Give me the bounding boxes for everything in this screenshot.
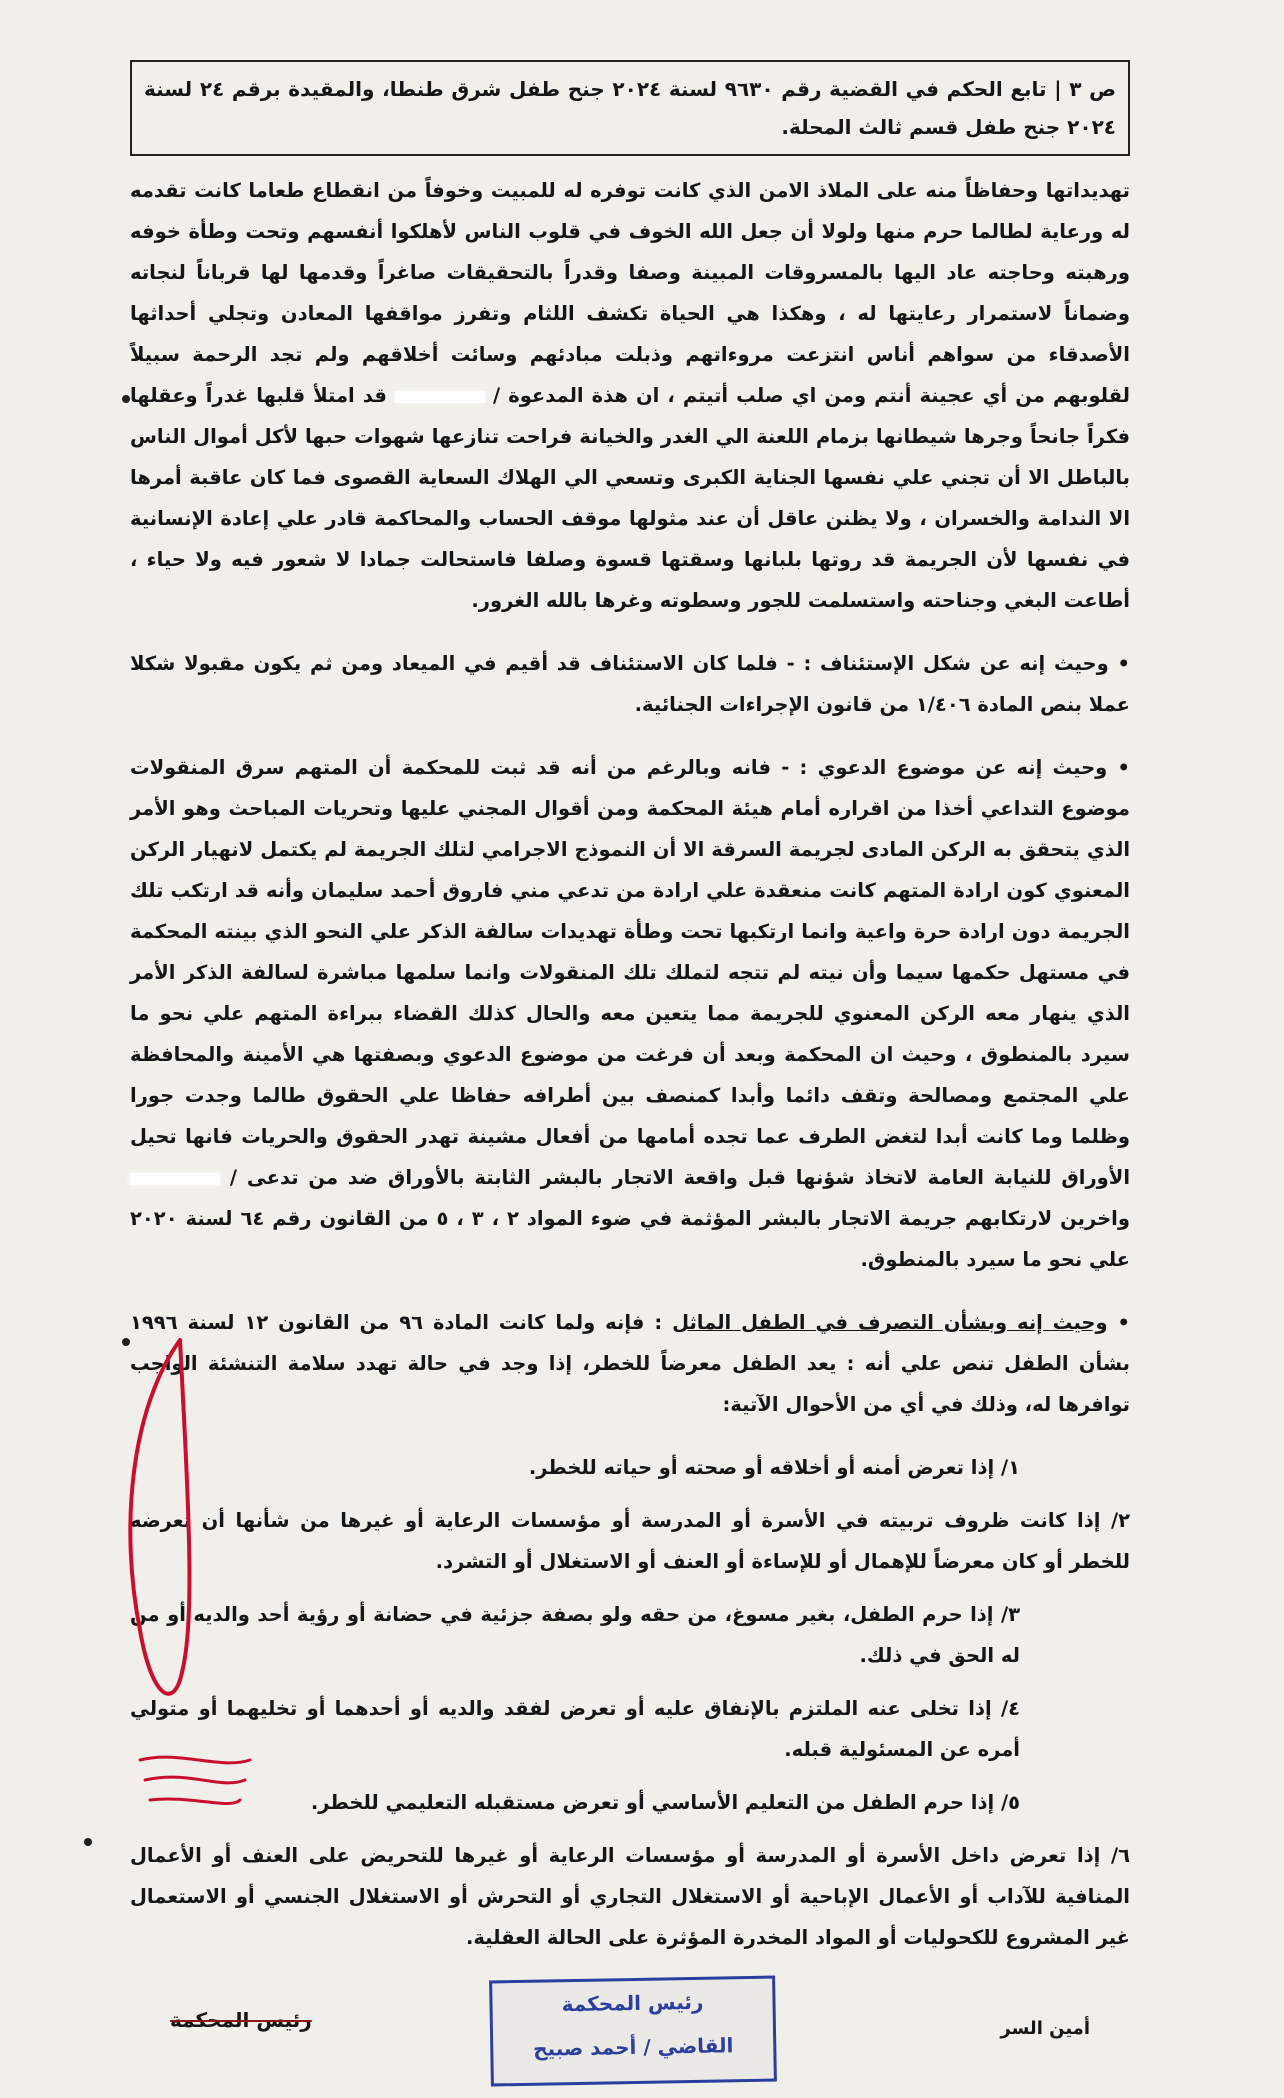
child-disposition-paragraph xyxy=(130,1302,1130,1425)
stamp-judge-name: القاضي / أحمد صبيح xyxy=(532,2033,734,2061)
list-item: ٢/ إذا كانت ظروف تربيته في الأسرة أو المدرسة أو مؤسسات الرعاية أو غيرها من شأنها أن تعرضه للخطر أو كان معرضاً للإهمال أو للإساءة أو العنف أو الاستغلال أو التشرد. xyxy=(130,1509,1130,1573)
list-item: ٣/ إذا حرم الطفل، بغير مسوغ، من حقه ولو بصفة جزئية في حضانة أو رؤية أحد والديه أو من له الحق في ذلك. xyxy=(130,1603,1020,1667)
child-disposition-heading: وحيث إنه وبشأن التصرف في الطفل الماثل xyxy=(672,1311,1108,1334)
margin-dot xyxy=(122,395,130,403)
merits-part-1: وحيث إنه عن موضوع الدعوي : - فانه وبالرغم من أنه قد ثبت للمحكمة أن المتهم سرق المنقولات موضوع التداعي أخذا من اقراره أمام هيئة المحكمة ومن أقوال المجني عليها وتحريات المباحث وهو الأمر الذي يتحقق به الركن المادى لجريمة السرقة الا أن النموذج الاجرامي لتلك الجريمة لم يكتمل لانهيار الركن المعنوي كون ارادة المتهم كانت منعقدة علي ارادة من تدعي مني فاروق أحمد سليمان وأنه قد ارتكب تلك الجريمة دون ارادة حرة واعية وانما ارتكبها تحت وطأة تهديدات سالفة الذكر علي النحو الذي بينته المحكمة في مستهل حكمها سيما وأن نيته لم تتجه لتملك تلك المنقولات وانما سلمها مباشرة لسالفة الذكر الأمر الذي ينهار معه الركن المعنوي للجريمة مما يتعين معه والحال كذلك القضاء ببراءة المتهم علي نحو ما سيرد بالمنطوق ، وحيث ان المحكمة وبعد أن فرغت من موضوع الدعوي وبصفتها هي الأمينة والمحافظة علي المجتمع ومصالحة وتقف دائما وأبدا كمنصف بين أطرافه حفاظا علي الحقوق طالما وجدت جورا وظلما وما كانت أبدا لتغض الطرف عما تجده أمامها من أفعال مشينة تهدر الحقوق والحريات فانها تحيل الأوراق للنيابة العامة لاتخاذ شؤنها قبل واقعة الاتجار بالبشر الثابتة بالأوراق ضد من تدعى / xyxy=(130,756,1130,1189)
redacted-name xyxy=(395,391,485,403)
signature-row xyxy=(130,1978,1130,2098)
judge-stamp xyxy=(489,1976,777,2087)
handwritten-signature xyxy=(120,1330,260,1830)
list-item: ٦/ إذا تعرض داخل الأسرة أو المدرسة أو مؤسسات الرعاية أو غيرها للتحريض على العنف أو الأعمال المنافية للآداب أو الأعمال الإباحية أو الاستغلال التجاري أو التحرش أو الاستغلال الجنسي أو الاستعمال غير المشروع للكحوليات أو المواد المخدرة المؤثرة على الحالة العقلية. xyxy=(130,1844,1130,1949)
stamp-title: رئيس المحكمة xyxy=(561,1989,704,2017)
document-page xyxy=(130,60,1130,2098)
merits-part-2: واخرين لارتكابهم جريمة الاتجار بالبشر المؤثمة في ضوء المواد ٢ ، ٣ ، ٥ من القانون رقم ٦٤ لسنة ٢٠٢٠ علي نحو ما سيرد بالمنطوق. xyxy=(130,1207,1130,1271)
court-secretary-label: أمين السر xyxy=(1000,2018,1090,2039)
narrative-part-2: قد امتلأ قلبها غدراً وعقلها فكراً جانحاً وجرها شيطانها بزمام اللعنة الي الغدر والخيانة فراحت تنازعها شهوات حبها لأكل أموال الناس بالباطل الا أن تجني علي نفسها الجناية الكبرى وتسعي الي الهلاك السعاية القصوى فما كان عاقبة أمرها الا الندامة والخسران ، ولا يظنن عاقل أن عند مثولها موقف الحساب والمحاكمة قادر علي إعادة الإنسانية في نفسها لأن الجريمة قد روتها بلبانها وسقتها قسوة وصلفا فاستحالت جمادا لا شعور فيه ولا حياء ، أطاعت البغي وجناحته واستسلمت للجور وسطوته وغرها بالله الغرور. xyxy=(130,384,1130,612)
list-item: ٤/ إذا تخلى عنه الملتزم بالإنفاق عليه أو تعرض لفقد والديه أو أحدهما أو تخليهما أو متولي أمره عن المسئولية قبله. xyxy=(130,1697,1020,1761)
list-item: ١/ إذا تعرض أمنه أو أخلاقه أو صحته أو حياته للخطر. xyxy=(528,1456,1020,1479)
redacted-name xyxy=(130,1173,220,1185)
case-merits-paragraph xyxy=(130,747,1130,1280)
list-item: ٥/ إذا حرم الطفل من التعليم الأساسي أو تعرض مستقبله التعليمي للخطر. xyxy=(310,1791,1020,1814)
margin-dot xyxy=(84,1838,92,1846)
narrative-part-1: تهديداتها وحفاظاً منه على الملاذ الامن الذي كانت توفره له للمبيت وخوفاً من انقطاع طعاما كانت تقدمه له ورعاية لطالما حرم منها ولولا أن جعل الله الخوف في قلوب الناس لأهلكوا أنفسهم وتحت وطأة خوفه ورهبته وحاجته عاد اليها بالمسروقات المبينة وصفا وقدراً بالتحقيقات صاغراً وقدمها لها قرباناً لنجاته وضماناً لاستمرار رعايتها له ، وهكذا هي الحياة تكشف اللثام وتفرز مواقفها المعادن وتجلي أحداثها الأصدقاء من سواهم أناس انتزعت مروءاتهم وذبلت مبادئهم وسائت أخلاقهم ولم تجد الرحمة سبيلاً لقلوبهم من أي عجينة أنتم ومن اي صلب أتيتم ، ان هذة المدعوة / xyxy=(130,179,1130,407)
court-president-label: رئيس المحكمة xyxy=(170,2008,312,2032)
narrative-paragraph xyxy=(130,170,1130,621)
case-header: ص ٣ | تابع الحكم في القضية رقم ٩٦٣٠ لسنة ٢٠٢٤ جنح طفل شرق طنطا، والمقيدة برقم ٢٤ لسنة ٢٠٢٤ جنح طفل قسم ثالث المحلة. xyxy=(130,60,1130,156)
margin-dot xyxy=(122,1338,130,1346)
appeal-form-paragraph: • وحيث إنه عن شكل الإستئناف : - فلما كان الاستئناف قد أقيم في الميعاد ومن ثم يكون مقبولا شكلا عملا بنص المادة ١/٤٠٦ من قانون الإجراءات الجنائية. xyxy=(130,643,1130,725)
child-disposition-body: : فإنه ولما كانت المادة ٩٦ من القانون ١٢ لسنة ١٩٩٦ بشأن الطفل تنص علي أنه : يعد الطفل معرضاً للخطر، إذا وجد في حالة تهدد سلامة التنشئة الواجب توافرها له، وذلك في أي من الأحوال الآتية: xyxy=(130,1311,1130,1416)
